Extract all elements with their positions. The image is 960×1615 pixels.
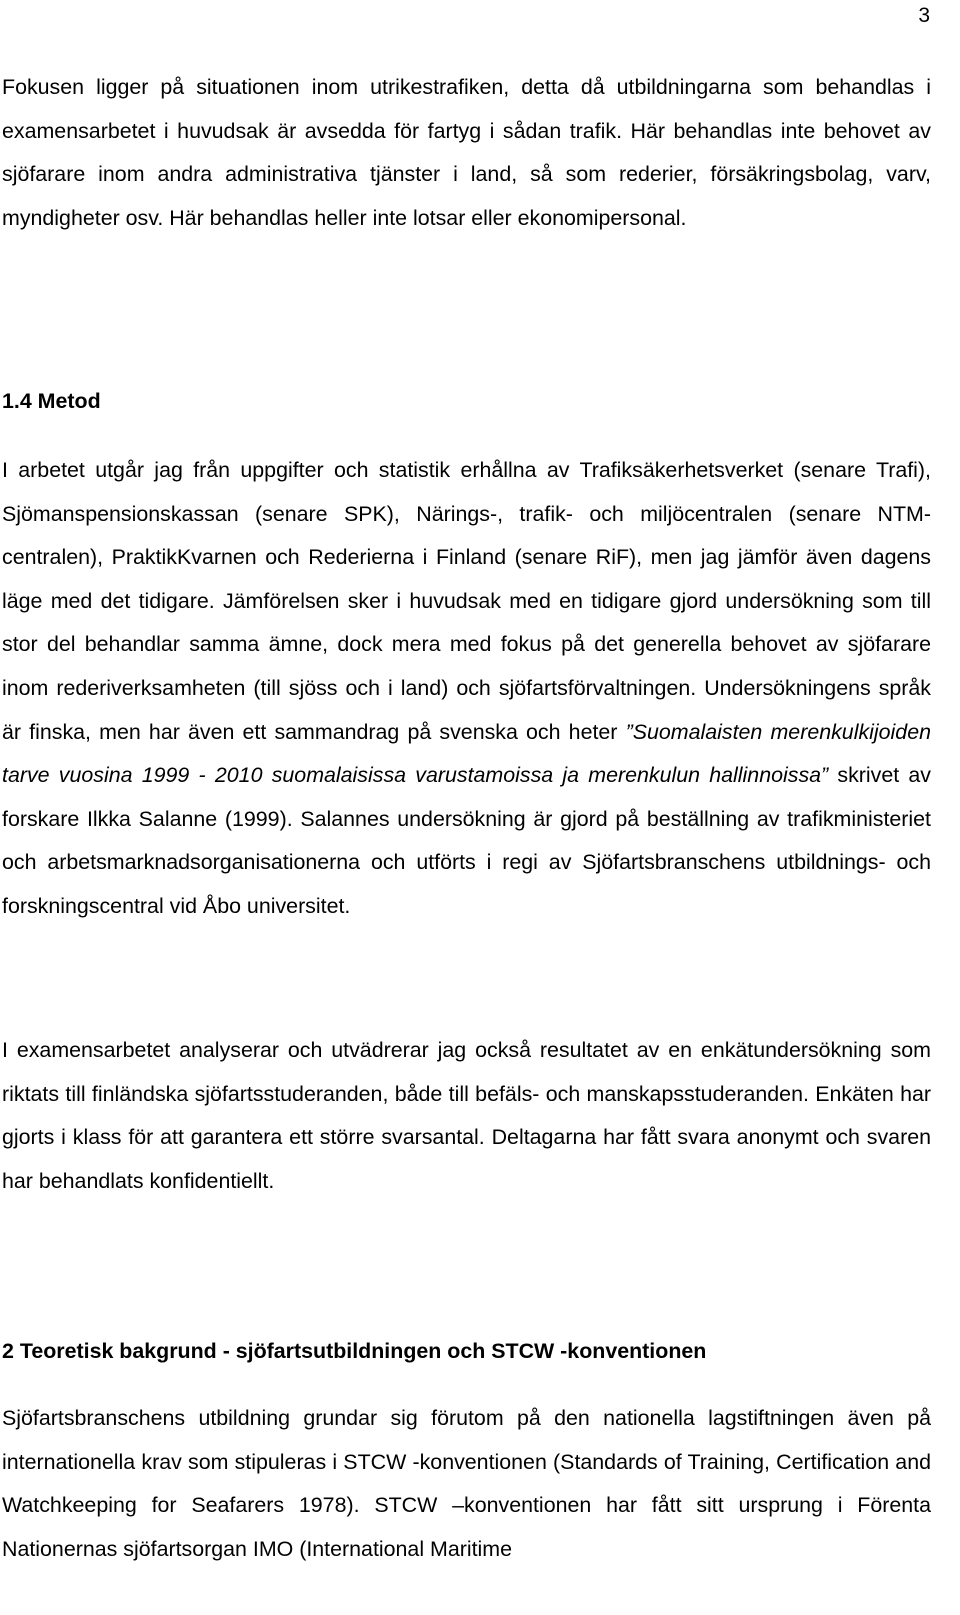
section-heading-1-4: 1.4 Metod <box>2 389 101 413</box>
method-paragraph-1 <box>2 449 931 929</box>
intro-paragraph: Fokusen ligger på situationen inom utrikestrafiken, detta då utbildningarna som behandlas i examensarbetet i huvudsak är avsedda för fartyg i sådan trafik. Här behandlas inte behovet av sjöfarare inom andra administrativa tjänster i land, så som rederier, försäkringsbolag, varv, myndigheter osv. Här behandlas heller inte lotsar eller ekonomipersonal. <box>2 75 931 230</box>
page-number: 3 <box>918 4 930 27</box>
method-paragraph-1-text-a: I arbetet utgår jag från uppgifter och statistik erhållna av Trafiksäkerhetsverket (senare Trafi), Sjömanspensionskassan (senare SPK), Närings-, trafik- och miljöcentralen (senare NTM-centralen), PraktikKvarnen och Rederierna i Finland (senare RiF), men jag jämför även dagens läge med det tidigare. Jämförelsen sker i huvudsak med en tidigare gjord undersökning som till stor del behandlar samma ämne, dock mera med fokus på det generella behovet av sjöfarare inom rederiverksamheten (till sjöss och i land) och sjöfartsförvaltningen. Undersökningens språk är finska, men har även ett sammandrag på svenska och heter <box>2 458 931 744</box>
section-heading-2: 2 Teoretisk bakgrund - sjöfartsutbildningen och STCW -konventionen <box>2 1339 707 1363</box>
method-paragraph-1-text-b: skrivet av forskare Ilkka Salanne (1999). Salannes undersökning är gjord på beställning av trafikministeriet och arbetsmarknadsorganisationerna och utförts i regi av Sjöfartsbranschens utbildnings- och forskningscentral vid Åbo universitet. <box>2 763 931 918</box>
background-paragraph-1: Sjöfartsbranschens utbildning grundar sig förutom på den nationella lagstiftningen även på internationella krav som stipuleras i STCW -konventionen (Standards of Training, Certification and Watchkeeping for Seafarers 1978). STCW –konventionen har fått sitt ursprung i Förenta Nationernas sjöfartsorgan IMO (International Maritime <box>2 1406 931 1561</box>
method-paragraph-2: I examensarbetet analyserar och utvädrerar jag också resultatet av en enkätundersökning som riktats till finländska sjöfartsstuderanden, både till befäls- och manskapsstuderanden. Enkäten har gjorts i klass för att garantera ett större svarsantal. Deltagarna har fått svara anonymt och svaren har behandlats konfidentiellt. <box>2 1038 931 1193</box>
study-title-italic: ”Suomalaisten merenkulkijoiden tarve vuosina 1999 - 2010 suomalaisissa varustamoissa ja merenkulun hallinnoissa” <box>2 719 931 788</box>
